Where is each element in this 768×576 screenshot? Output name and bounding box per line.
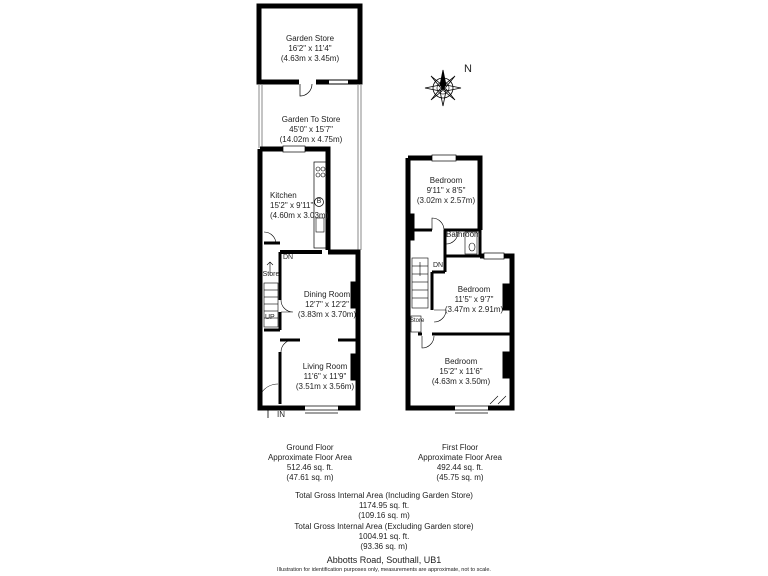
hob-ring [316, 173, 320, 177]
hob-ring [316, 167, 320, 171]
hob-ring [321, 173, 325, 177]
room-label-dining-room [292, 290, 362, 320]
room-label-bedroom-2 [443, 285, 505, 315]
total-sqm: (109.16 sq. m) [358, 511, 410, 520]
total-sqm: (93.36 sq. m) [360, 542, 408, 551]
total-area-including [234, 491, 534, 521]
room-name: Living Room [302, 362, 348, 371]
room-dim-m: (3.02m x 2.57m) [416, 196, 476, 205]
total-area-excluding [234, 522, 534, 552]
room-dim-ft: 11'5" x 9'7" [454, 295, 494, 304]
room-dim-ft: 16'2" x 11'4" [288, 44, 332, 53]
total-sqft: 1174.95 sq. ft. [358, 501, 410, 510]
room-label-bedroom-1 [416, 176, 476, 206]
bedroom2-window [484, 253, 504, 259]
up-marker: UP [265, 314, 275, 321]
floor-sqft: 512.46 sq. ft. [286, 463, 334, 472]
wardrobe-doors [490, 396, 506, 404]
room-name: Bedroom [457, 285, 491, 294]
room-label-store-first: Store [410, 318, 425, 324]
down-marker: DN [283, 254, 294, 261]
room-dim-ft: 15'2" x 11'6" [439, 367, 483, 376]
total-label: Total Gross Internal Area (Excluding Garden store) [294, 522, 474, 531]
floor-sqm: (45.75 sq. m) [436, 473, 484, 482]
bedroom1-door-swing [432, 218, 444, 230]
room-dim-ft: 11'6" x 11'9" [303, 372, 347, 381]
floor-title: Ground Floor [286, 443, 334, 452]
room-dim-ft: 12'7" x 12'2" [305, 300, 349, 309]
room-dim-ft: 45'0" x 15'7" [289, 125, 333, 134]
room-dim-m: (14.02m x 4.75m) [279, 135, 343, 144]
room-dim-m: (3.83m x 3.70m) [297, 310, 357, 319]
first-floor-caption [412, 443, 508, 483]
garden-outline [259, 84, 361, 250]
floor-subtitle: Approximate Floor Area [417, 453, 503, 462]
total-sqft: 1004.91 sq. ft. [358, 532, 410, 541]
chimney-breast-bed3 [503, 352, 510, 378]
room-label-living-room [292, 362, 358, 392]
room-name: Bedroom [444, 357, 478, 366]
entrance-arrow [265, 406, 271, 418]
room-name: Garden Store [285, 34, 335, 43]
floor-sqm: (47.61 sq. m) [286, 473, 334, 482]
room-name: Dining Room [303, 290, 351, 299]
bedroom3-door-swing [422, 336, 434, 348]
room-dim-m: (4.63m x 3.45m) [280, 54, 340, 63]
compass-rose-icon [425, 70, 461, 106]
room-label-garden-to-store [268, 115, 354, 145]
floor-sqft: 492.44 sq. ft. [436, 463, 484, 472]
floor-subtitle: Approximate Floor Area [267, 453, 353, 462]
room-dim-ft: 15'2" x 9'11" [270, 201, 314, 210]
living-room-window [305, 406, 338, 413]
compass-north-label: N [464, 63, 472, 75]
garden-store-door-swing [300, 84, 312, 96]
living-door-swing [281, 340, 293, 352]
room-label-bedroom-3 [428, 357, 494, 387]
room-dim-m: (4.60m x 3.03m) [270, 211, 329, 220]
entrance-marker: IN [277, 410, 285, 419]
property-address: Abbotts Road, Southall, UB1 [326, 555, 442, 565]
room-label-kitchen [270, 191, 329, 221]
chimney-breast-bed1 [408, 214, 414, 240]
floor-title: First Floor [442, 443, 478, 452]
boiler-label: B [316, 198, 322, 205]
room-name: Bedroom [429, 176, 463, 185]
hob-ring [321, 167, 325, 171]
room-label-store: Store [262, 271, 280, 278]
room-dim-ft: 9'11" x 8'5" [426, 186, 466, 195]
room-dim-m: (3.51m x 3.56m) [295, 382, 355, 391]
bedroom3-window [455, 406, 488, 413]
room-dim-m: (4.63m x 3.50m) [431, 377, 491, 386]
first-floor-stairs [412, 258, 428, 308]
room-name: Garden To Store [281, 115, 341, 124]
room-name: Kitchen [270, 191, 297, 200]
front-door-swing [262, 372, 278, 392]
total-label: Total Gross Internal Area (Including Garden Store) [295, 491, 473, 500]
room-dim-m: (3.47m x 2.91m) [444, 305, 504, 314]
bedroom1-window [432, 155, 456, 161]
kitchen-window [283, 146, 305, 152]
room-label-garden-store [270, 34, 350, 64]
disclaimer-text: Illustration for identification purposes only, measurements are approximate, not to scale. [277, 567, 491, 573]
room-label-bathroom: Bathroom [446, 230, 481, 239]
ground-floor-caption [262, 443, 358, 483]
toilet [469, 243, 475, 251]
down-marker-first: DN [433, 262, 444, 269]
